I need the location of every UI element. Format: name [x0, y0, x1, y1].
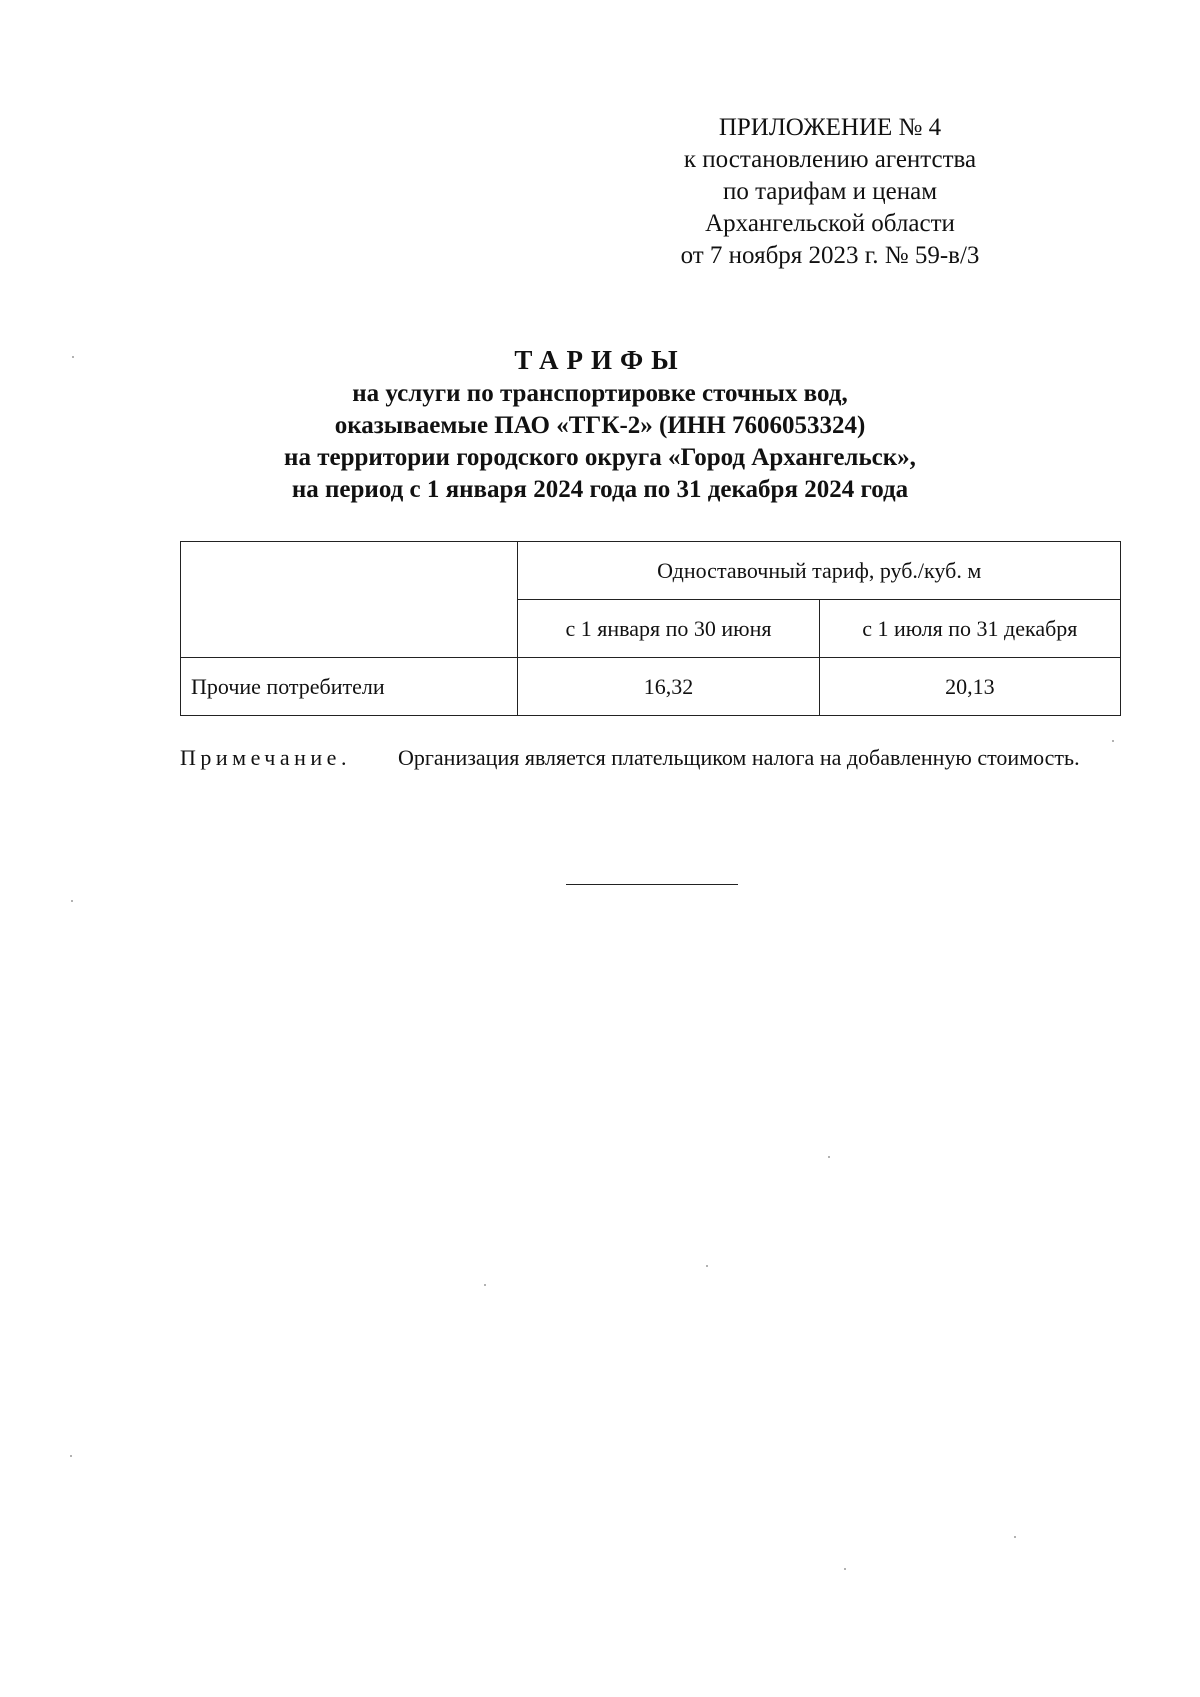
title-subject: на услуги по транспортировке сточных вод, [352, 380, 848, 407]
appendix-reference-line: по тарифам и ценам [722, 178, 938, 205]
scan-speck [706, 1265, 708, 1267]
scan-speck [844, 1568, 846, 1570]
title-period: на период с 1 января 2024 года по 31 декабря 2024 года [291, 476, 909, 503]
note-label: Примечание. [180, 745, 351, 770]
scan-speck [1112, 740, 1114, 742]
tariff-value-first-half: 16,32 [518, 658, 819, 716]
appendix-header [640, 112, 1020, 272]
table-row [181, 658, 1121, 716]
tariff-value-second-half: 20,13 [819, 658, 1120, 716]
title-heading: ТАРИФЫ [514, 345, 686, 375]
scan-speck [1014, 1536, 1016, 1538]
title-organization: оказываемые ПАО «ТГК-2» (ИНН 7606053324) [334, 412, 866, 439]
scan-speck [71, 900, 73, 902]
empty-corner-cell [181, 542, 518, 658]
appendix-reference-line: Архангельской области [705, 210, 955, 237]
scan-speck [72, 356, 74, 358]
scan-speck [484, 1284, 486, 1286]
note-text: Организация является плательщиком налога на добавленную стоимость. [398, 745, 1080, 770]
period-header-second-half: с 1 июля по 31 декабря [819, 600, 1120, 658]
title-territory: на территории городского округа «Город Архангельск», [284, 444, 916, 471]
table-header-row [181, 542, 1121, 600]
appendix-number: ПРИЛОЖЕНИЕ № 4 [718, 114, 942, 141]
tariff-table [180, 541, 1121, 716]
period-header-first-half: с 1 января по 30 июня [518, 600, 819, 658]
document-title [150, 342, 1050, 506]
scan-speck [70, 1455, 72, 1457]
scan-speck [828, 1156, 830, 1158]
appendix-date-number: от 7 ноября 2023 г. № 59-в/3 [680, 242, 980, 269]
appendix-reference-line: к постановлению агентства [683, 146, 977, 173]
consumer-category-cell: Прочие потребители [181, 658, 518, 716]
end-divider [566, 884, 738, 885]
tariff-group-header: Одноставочный тариф, руб./куб. м [518, 542, 1121, 600]
